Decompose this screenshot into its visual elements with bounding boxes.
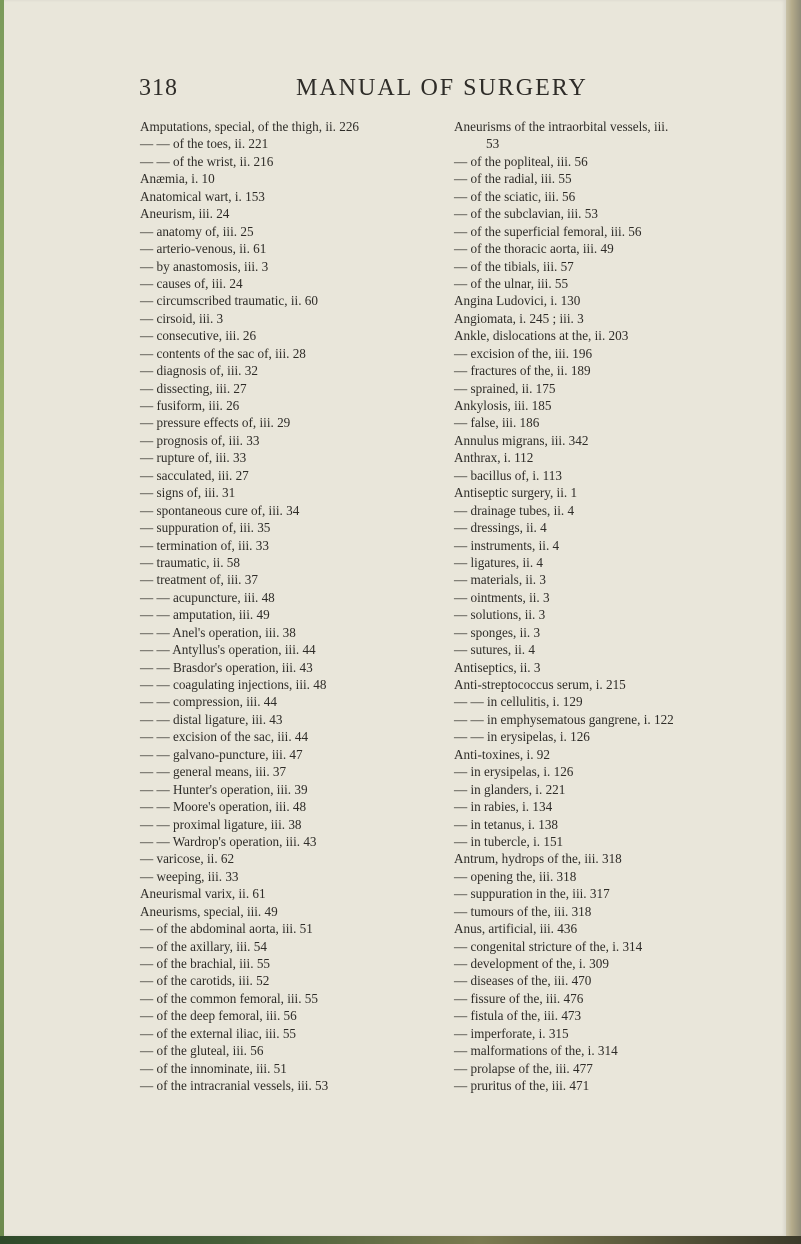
index-entry: Anti-streptococcus serum, i. 215 bbox=[454, 677, 626, 692]
running-head: MANUAL OF SURGERY bbox=[296, 75, 588, 101]
index-entry: Antiseptics, ii. 3 bbox=[454, 659, 541, 675]
index-entry: — diseases of the, iii. 470 bbox=[454, 973, 592, 989]
index-entry: — of the deep femoral, iii. 56 bbox=[140, 1008, 297, 1024]
index-entry: — — in cellulitis, i. 129 bbox=[454, 694, 583, 710]
index-entry: — fistula of the, iii. 473 bbox=[454, 1008, 582, 1024]
index-entry: — of the abdominal aorta, iii. 51 bbox=[140, 921, 313, 937]
index-entry: — congenital stricture of the, i. 314 bbox=[454, 938, 643, 954]
index-entry: — — galvano-puncture, iii. 47 bbox=[140, 746, 303, 762]
index-entry: — varicose, ii. 62 bbox=[140, 851, 235, 867]
index-entry: — fractures of the, ii. 189 bbox=[454, 363, 591, 379]
index-entry: — of the carotids, iii. 52 bbox=[140, 973, 270, 989]
index-entry: — causes of, iii. 24 bbox=[140, 275, 243, 291]
index-entry: Anatomical wart, i. 153 bbox=[140, 188, 265, 204]
index-entry: — anatomy of, iii. 25 bbox=[140, 223, 254, 239]
index-entry: — opening the, iii. 318 bbox=[454, 868, 577, 884]
index-entry: — in rabies, i. 134 bbox=[454, 799, 553, 815]
index-entry: — — proximal ligature, iii. 38 bbox=[140, 816, 302, 832]
index-entry: — — excision of the sac, iii. 44 bbox=[140, 729, 309, 745]
index-entry: Aneurisms, special, iii. 49 bbox=[140, 903, 278, 919]
index-entry: — cirsoid, iii. 3 bbox=[140, 310, 224, 326]
index-entry: — spontaneous cure of, iii. 34 bbox=[140, 502, 300, 518]
index-entry: Aneurisms of the intraorbital vessels, iii. bbox=[454, 119, 669, 134]
index-entry: — of the superficial femoral, iii. 56 bbox=[454, 223, 642, 239]
index-entry: — excision of the, iii. 196 bbox=[454, 345, 593, 361]
index-entry: — consecutive, iii. 26 bbox=[140, 328, 257, 344]
index-entry: — diagnosis of, iii. 32 bbox=[140, 363, 258, 379]
index-entry: — materials, ii. 3 bbox=[454, 572, 546, 588]
index-entry: — ointments, ii. 3 bbox=[454, 589, 550, 605]
index-entry: — ligatures, ii. 4 bbox=[454, 554, 544, 570]
index-entry: — — Wardrop's operation, iii. 43 bbox=[140, 833, 317, 849]
index-entry: — dressings, ii. 4 bbox=[454, 520, 547, 536]
index-entry: — sutures, ii. 4 bbox=[454, 642, 535, 658]
index-entry: — — in emphysematous gangrene, i. 122 bbox=[454, 711, 674, 727]
index-entry: Anæmia, i. 10 bbox=[140, 171, 215, 187]
index-entry: Angina Ludovici, i. 130 bbox=[454, 293, 581, 309]
index-entry: — termination of, iii. 33 bbox=[140, 537, 269, 553]
index-entry: — fusiform, iii. 26 bbox=[140, 398, 240, 413]
index-entry: — of the innominate, iii. 51 bbox=[140, 1060, 287, 1076]
index-entry: Ankle, dislocations at the, ii. 203 bbox=[454, 328, 629, 344]
index-entry: — of the thoracic aorta, iii. 49 bbox=[454, 241, 614, 257]
index-entry: — in tetanus, i. 138 bbox=[454, 816, 559, 832]
index-entry: — in erysipelas, i. 126 bbox=[454, 764, 574, 780]
index-entry: — weeping, iii. 33 bbox=[140, 868, 239, 884]
index-entry: — fissure of the, iii. 476 bbox=[454, 990, 584, 1006]
index-entry: — in tubercle, i. 151 bbox=[454, 833, 564, 849]
index-entry: — — in erysipelas, i. 126 bbox=[454, 729, 590, 745]
index-entry: — — acupuncture, iii. 48 bbox=[140, 589, 275, 605]
index-entry: — rupture of, iii. 33 bbox=[140, 450, 247, 466]
index-entry: Anthrax, i. 112 bbox=[454, 450, 534, 466]
index-entry: — suppuration of, iii. 35 bbox=[140, 520, 271, 536]
index-entry: — development of the, i. 309 bbox=[454, 956, 609, 971]
index-entry: — — Hunter's operation, iii. 39 bbox=[140, 781, 308, 797]
index-entry: — traumatic, ii. 58 bbox=[140, 554, 240, 570]
index-entry: Antiseptic surgery, ii. 1 bbox=[454, 485, 578, 501]
index-entry: — of the external iliac, iii. 55 bbox=[140, 1025, 297, 1041]
index-entry: Anti-toxines, i. 92 bbox=[454, 746, 550, 762]
index-entry: — instruments, ii. 4 bbox=[454, 537, 560, 553]
index-entry: — — Anel's operation, iii. 38 bbox=[140, 624, 296, 640]
index-entry: — — general means, iii. 37 bbox=[140, 764, 287, 780]
page-gutter-shadow bbox=[0, 0, 4, 1236]
index-entry: — of the common femoral, iii. 55 bbox=[140, 990, 318, 1006]
index-entry: — bacillus of, i. 113 bbox=[454, 467, 562, 483]
index-entry: — of the gluteal, iii. 56 bbox=[140, 1043, 264, 1059]
index-entry: Aneurismal varix, ii. 61 bbox=[140, 886, 266, 902]
index-entry: — of the intracranial vessels, iii. 53 bbox=[140, 1078, 329, 1094]
index-entry: — pressure effects of, iii. 29 bbox=[140, 415, 291, 431]
index-entry: — tumours of the, iii. 318 bbox=[454, 903, 592, 919]
index-entry: Antrum, hydrops of the, iii. 318 bbox=[454, 851, 622, 867]
index-entry: — of the ulnar, iii. 55 bbox=[454, 275, 569, 291]
index-entry: — of the tibials, iii. 57 bbox=[454, 258, 574, 274]
index-entry: Ankylosis, iii. 185 bbox=[454, 398, 552, 413]
index-entry: — — Brasdor's operation, iii. 43 bbox=[140, 659, 313, 675]
index-entry: — signs of, iii. 31 bbox=[140, 485, 236, 501]
index-column-right bbox=[454, 118, 776, 1095]
index-entry: — sprained, ii. 175 bbox=[454, 380, 556, 396]
page-number: 318 bbox=[139, 75, 178, 101]
index-entry: — by anastomosis, iii. 3 bbox=[140, 258, 269, 274]
index-entry: — of the popliteal, iii. 56 bbox=[454, 153, 588, 169]
index-entry: — — of the wrist, ii. 216 bbox=[140, 153, 274, 169]
index-entry: — — distal ligature, iii. 43 bbox=[140, 711, 283, 727]
index-entry: — drainage tubes, ii. 4 bbox=[454, 502, 575, 518]
index-entry: — — Antyllus's operation, iii. 44 bbox=[140, 642, 316, 658]
index-column-left bbox=[140, 118, 450, 1095]
index-entry: — treatment of, iii. 37 bbox=[140, 572, 258, 588]
index-entry: — imperforate, i. 315 bbox=[454, 1025, 569, 1041]
index-entry: — contents of the sac of, iii. 28 bbox=[140, 345, 306, 361]
index-entry: — circumscribed traumatic, ii. 60 bbox=[140, 293, 318, 309]
index-entry: — — compression, iii. 44 bbox=[140, 694, 277, 710]
index-entry: Anus, artificial, iii. 436 bbox=[454, 921, 578, 937]
index-entry: — — of the toes, ii. 221 bbox=[140, 136, 269, 152]
index-entry: — sponges, ii. 3 bbox=[454, 624, 541, 640]
index-entry: — prolapse of the, iii. 477 bbox=[454, 1060, 593, 1076]
index-entry: — of the sciatic, iii. 56 bbox=[454, 188, 576, 204]
index-entry: — dissecting, iii. 27 bbox=[140, 380, 247, 396]
index-entry: — sacculated, iii. 27 bbox=[140, 467, 249, 483]
index-entry: Annulus migrans, iii. 342 bbox=[454, 432, 589, 448]
index-entry: — arterio-venous, ii. 61 bbox=[140, 241, 267, 257]
index-entry: — — amputation, iii. 49 bbox=[140, 607, 270, 623]
page-edge bbox=[786, 0, 801, 1244]
index-entry: — false, iii. 186 bbox=[454, 415, 540, 431]
index-entry: — — Moore's operation, iii. 48 bbox=[140, 799, 307, 815]
index-entry: — prognosis of, iii. 33 bbox=[140, 432, 260, 448]
index-entry: — solutions, ii. 3 bbox=[454, 607, 546, 623]
index-entry: 53 bbox=[486, 136, 500, 152]
index-entry: Angiomata, i. 245 ; iii. 3 bbox=[454, 310, 584, 326]
index-entry: Amputations, special, of the thigh, ii. 226 bbox=[140, 119, 360, 134]
index-entry: Aneurism, iii. 24 bbox=[140, 206, 230, 222]
index-entry: — of the subclavian, iii. 53 bbox=[454, 206, 598, 222]
index-entry: — of the radial, iii. 55 bbox=[454, 171, 572, 187]
index-entry: — malformations of the, i. 314 bbox=[454, 1043, 618, 1059]
book-cover-edge bbox=[0, 1236, 801, 1244]
index-entry: — pruritus of the, iii. 471 bbox=[454, 1078, 590, 1094]
index-entry: — — coagulating injections, iii. 48 bbox=[140, 677, 327, 692]
index-entry: — suppuration in the, iii. 317 bbox=[454, 886, 610, 902]
index-entry: — of the brachial, iii. 55 bbox=[140, 956, 271, 971]
index-entry: — of the axillary, iii. 54 bbox=[140, 938, 267, 954]
index-entry: — in glanders, i. 221 bbox=[454, 781, 566, 797]
